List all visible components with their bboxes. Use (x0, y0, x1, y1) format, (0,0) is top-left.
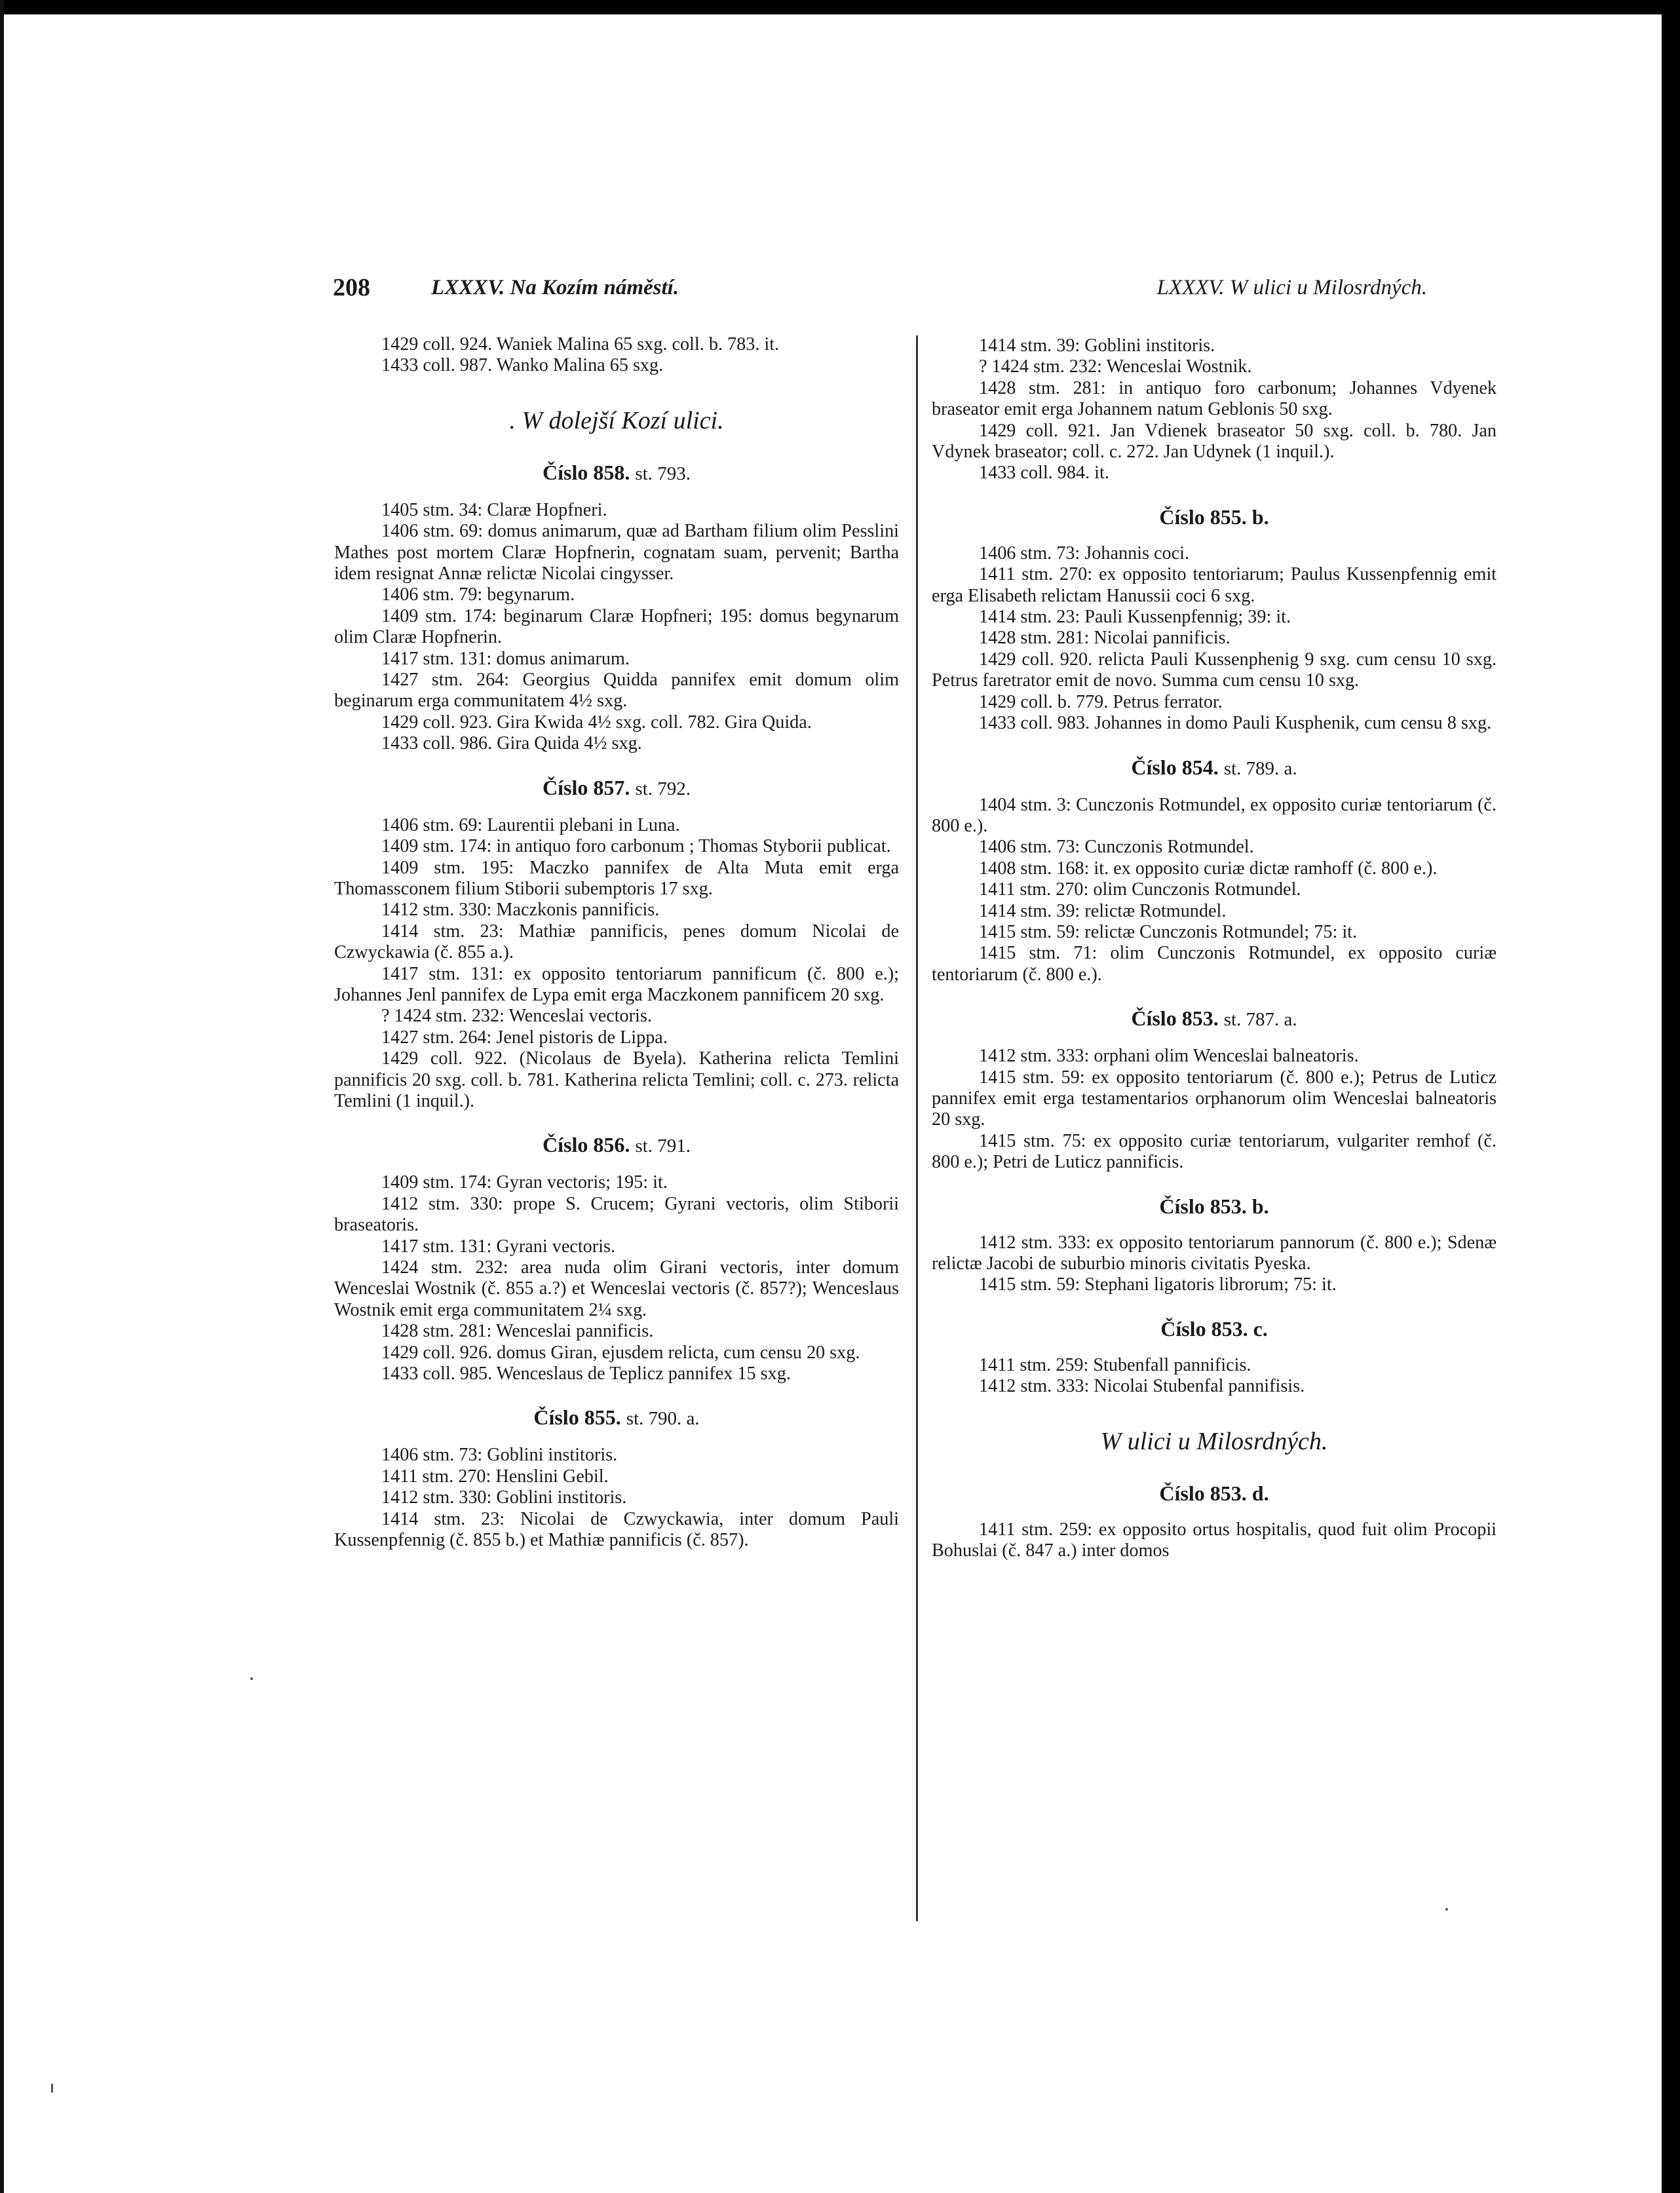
right-column (932, 335, 1497, 1561)
record-entry: 1411 stm. 259: ex opposito ortus hospitalis, quod fuit olim Procopii Bohuslai (č. 847 a.) inter domos (932, 1519, 1497, 1561)
section-heading (932, 1173, 1497, 1232)
section-old-number: st. 787. a. (1223, 1009, 1297, 1031)
left-column (334, 334, 899, 1551)
scan-border-top (0, 0, 1680, 14)
scan-border-right (1662, 0, 1680, 2193)
section-heading (334, 755, 899, 815)
scan-speck (250, 1677, 253, 1680)
record-entry: 1429 coll. b. 779. Petrus ferrator. (979, 691, 1223, 712)
record-entry: 1406 stm. 73: Goblini institoris. (381, 1445, 618, 1466)
record-entry: 1404 stm. 3: Cunczonis Rotmundel, ex opposito curiæ tentoriarum (č. 800 e.). (932, 794, 1497, 836)
record-entry: 1414 stm. 23: Mathiæ pannificis, penes domum Nicolai de Czwyckawia (č. 855 a.). (334, 921, 899, 963)
record-entry: 1433 coll. 987. Wanko Malina 65 sxg. (381, 355, 664, 376)
section-number: Číslo 857. (543, 775, 630, 799)
record-entry: 1408 stm. 168: it. ex opposito curiæ dictæ ramhoff (č. 800 e.). (979, 858, 1438, 879)
record-entry: 1411 stm. 270: Henslini Gebil. (381, 1466, 609, 1487)
section-old-number: st. 791. (635, 1135, 691, 1157)
record-entry: 1428 stm. 281: Nicolai pannificis. (979, 628, 1231, 649)
section-number: Číslo 856. (543, 1133, 630, 1157)
record-entry: 1427 stm. 264: Georgius Quidda pannifex emit domum olim beginarum erga communitatem 4½ sxg. (334, 670, 899, 712)
record-entry: 1406 stm. 73: Johannis coci. (979, 543, 1190, 563)
record-entry: 1405 stm. 34: Claræ Hopfneri. (381, 499, 607, 520)
record-entry: 1428 stm. 281: in antiquo foro carbonum; Johannes Vdyenek braseator emit erga Johannem natum Geblonis 50 sxg. (932, 377, 1497, 420)
record-entry: 1406 stm. 69: Laurentii plebani in Luna. (381, 814, 680, 835)
section-heading (932, 484, 1497, 543)
record-entry: 1406 stm. 69: domus animarum, quæ ad Bartham filium olim Pesslini Mathes post mortem Claræ Hopfnerin, cognatam suam, pervenit; Bartha idem resignat Annæ relictæ Nicolai cingysser. (334, 521, 899, 584)
record-entry: ? 1424 stm. 232: Wenceslai vectoris. (381, 1006, 652, 1027)
section-heading (932, 1460, 1497, 1519)
section-number: Číslo 853. d. (1159, 1481, 1269, 1505)
record-entry: 1406 stm. 73: Cunczonis Rotmundel. (979, 837, 1254, 858)
record-entry: 1429 coll. 924. Waniek Malina 65 sxg. coll. b. 783. it. (381, 334, 780, 354)
record-entry: 1428 stm. 281: Wenceslai pannificis. (381, 1321, 654, 1342)
record-entry: 1411 stm. 259: Stubenfall pannificis. (979, 1354, 1251, 1375)
section-number: Číslo 855. b. (1159, 505, 1269, 529)
record-entry: 1427 stm. 264: Jenel pistoris de Lippa. (381, 1027, 668, 1048)
record-entry: 1415 stm. 75: ex opposito curiæ tentoriarum, vulgariter remhof (č. 800 e.); Petri de Luticz pannificis. (932, 1130, 1497, 1173)
section-heading (334, 440, 899, 500)
section-number: Číslo 854. (1131, 755, 1219, 779)
record-entry: 1433 coll. 984. it. (979, 463, 1109, 484)
page-number: 208 (333, 274, 370, 301)
section-number: Číslo 858. (543, 460, 630, 484)
column-divider (916, 335, 918, 1921)
running-header (333, 265, 1427, 311)
left-running-title: LXXXV. Na Kozím náměstí. (431, 276, 679, 299)
record-entry: 1433 coll. 985. Wenceslaus de Teplicz pannifex 15 sxg. (381, 1363, 791, 1384)
record-entry: 1429 coll. 923. Gira Kwida 4½ sxg. coll. 782. Gira Quida. (381, 712, 812, 733)
record-entry: 1406 stm. 79: begynarum. (381, 584, 575, 605)
right-running-title: LXXXV. W ulici u Milosrdných. (1156, 276, 1427, 299)
record-entry: 1409 stm. 174: Gyran vectoris; 195: it. (381, 1172, 668, 1193)
record-entry: 1429 coll. 926. domus Giran, ejusdem relicta, cum censu 20 sxg. (381, 1342, 860, 1363)
record-entry: 1415 stm. 59: relictæ Cunczonis Rotmundel; 75: it. (979, 921, 1358, 942)
record-entry: 1417 stm. 131: ex opposito tentoriarum pannificum (č. 800 e.); Johannes Jenl pannifex de Lypa emit erga Maczkonem pannificem 20 sxg. (334, 963, 899, 1005)
record-entry: 1411 stm. 270: ex opposito tentoriarum; Paulus Kussenpfennig emit erga Elisabeth relictam Hanussii coci 6 sxg. (932, 564, 1497, 606)
record-entry: 1412 stm. 333: orphani olim Wenceslai balneatoris. (979, 1046, 1359, 1067)
record-entry: 1414 stm. 39: Goblini institoris. (979, 335, 1215, 356)
section-heading (334, 1112, 899, 1172)
record-entry: 1417 stm. 131: Gyrani vectoris. (381, 1236, 615, 1257)
record-entry: 1412 stm. 330: prope S. Crucem; Gyrani vectoris, olim Stiborii braseatoris. (334, 1193, 899, 1236)
record-entry: 1415 stm. 59: Stephani ligatoris librorum; 75: it. (979, 1274, 1337, 1295)
section-number: Číslo 853. (1131, 1006, 1219, 1031)
section-heading (932, 1296, 1497, 1355)
record-entry: 1433 coll. 983. Johannes in domo Pauli Kusphenik, cum censu 8 sxg. (979, 713, 1492, 734)
record-entry: 1412 stm. 333: Nicolai Stubenfal pannifisis. (979, 1376, 1305, 1397)
record-entry: 1433 coll. 986. Gira Quida 4½ sxg. (381, 733, 642, 754)
record-entry: 1415 stm. 71: olim Cunczonis Rotmundel, ex opposito curiæ tentoriarum (č. 800 e.). (932, 943, 1497, 985)
record-entry: 1411 stm. 270: olim Cunczonis Rotmundel. (979, 879, 1301, 900)
record-entry: 1412 stm. 330: Goblini institoris. (381, 1487, 627, 1508)
section-old-number: st. 792. (635, 778, 691, 799)
record-entry: 1415 stm. 59: ex opposito tentoriarum (č. 800 e.); Petrus de Luticz pannifex emit erga testamentarios orphanorum olim Wenceslai balneatoris 20 sxg. (932, 1067, 1497, 1130)
section-old-number: st. 790. a. (626, 1408, 700, 1430)
section-heading (932, 734, 1497, 795)
street-heading: . W dolejší Kozí ulici. (509, 406, 724, 434)
record-entry: 1429 coll. 922. (Nicolaus de Byela). Katherina relicta Temlini pannificis 20 sxg. coll. b. 781. Katherina relicta Temlini; coll. c. 273. relicta Temlini (1 inquil.). (334, 1048, 899, 1111)
scan-border-left (0, 0, 4, 2193)
record-entry: 1412 stm. 330: Maczkonis pannificis. (381, 900, 660, 921)
record-entry: 1429 coll. 920. relicta Pauli Kussenphenig 9 sxg. cum censu 10 sxg. Petrus faretrator emit de novo. Summa cum censu 10 sxg. (932, 649, 1497, 691)
section-number: Číslo 855. (533, 1405, 621, 1430)
record-entry: ? 1424 stm. 232: Wenceslai Wostnik. (979, 356, 1252, 377)
record-entry: 1412 stm. 333: ex opposito tentoriarum pannorum (č. 800 e.); Sdenæ relictæ Jacobi de suburbio minoris civitatis Pyeska. (932, 1232, 1497, 1274)
record-entry: 1409 stm. 174: beginarum Claræ Hopfneri; 195: domus begynarum olim Claræ Hopfnerin. (334, 605, 899, 648)
record-entry: 1414 stm. 23: Pauli Kussenpfennig; 39: it. (979, 607, 1291, 628)
scan-speck (1445, 1908, 1448, 1911)
record-entry: 1409 stm. 174: in antiquo foro carbonum ; Thomas Styborii publicat. (381, 836, 891, 857)
record-entry: 1424 stm. 232: area nuda olim Girani vectoris, inter domum Wenceslai Wostnik (č. 855 a.?) et Wenceslai vectoris (č. 857?); Wenceslaus Wostnik emit erga communitatem 2¼ sxg. (334, 1257, 899, 1320)
section-heading (932, 985, 1497, 1046)
section-old-number: st. 789. a. (1223, 757, 1297, 779)
record-entry: 1414 stm. 23: Nicolai de Czwyckawia, inter domum Pauli Kussenpfennig (č. 855 b.) et Mathiæ pannificis (č. 857). (334, 1508, 899, 1551)
record-entry: 1429 coll. 921. Jan Vdienek braseator 50 sxg. coll. b. 780. Jan Vdynek braseator; coll. c. 272. Jan Udynek (1 inquil.). (932, 420, 1497, 463)
section-old-number: st. 793. (635, 463, 691, 484)
section-number: Číslo 853. b. (1159, 1194, 1269, 1218)
street-heading: W ulici u Milosrdných. (1100, 1427, 1328, 1455)
section-heading (334, 1384, 899, 1445)
record-entry: 1417 stm. 131: domus animarum. (381, 648, 630, 669)
record-entry: 1409 stm. 195: Maczko pannifex de Alta Muta emit erga Thomassconem filium Stiborii subemptoris 17 sxg. (334, 857, 899, 899)
section-number: Číslo 853. c. (1160, 1316, 1268, 1341)
record-entry: 1414 stm. 39: relictæ Rotmundel. (979, 900, 1227, 921)
scan-speck (51, 2084, 53, 2093)
